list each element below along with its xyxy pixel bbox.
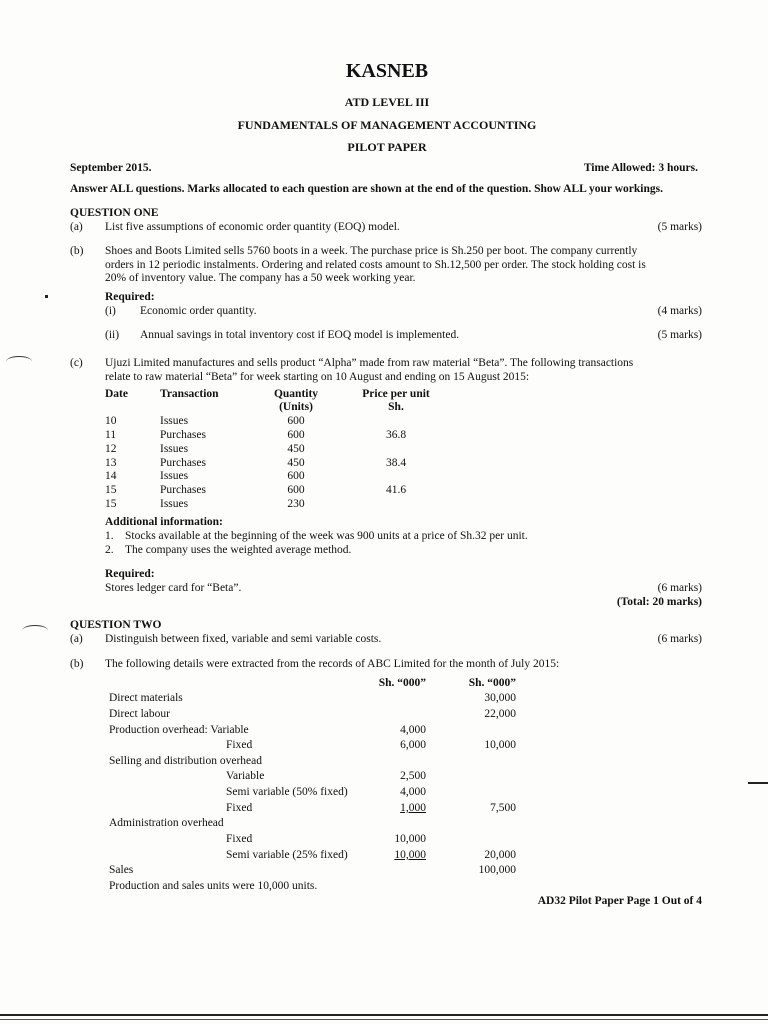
additional-info-heading: Additional information: [105,516,223,528]
q2a-text: Distinguish between fixed, variable and semi variable costs. [105,633,382,645]
q2b-footer-note: Production and sales units were 10,000 units. [109,880,318,892]
row-transaction: Issues [160,415,189,427]
cost-total: 20,000 [484,849,516,861]
info-text: The company uses the weighted average method. [125,544,352,556]
cost-value: 2,500 [400,770,426,782]
row-transaction: Purchases [160,457,206,469]
scan-mark [0,1014,768,1016]
info-number: 1. [105,530,114,542]
cost-value-underlined [360,802,426,814]
row-date: 12 [105,443,117,455]
cost-total: 30,000 [484,692,516,704]
cost-sublabel: Fixed [226,802,253,814]
cost-label: Direct labour [109,708,170,720]
instructions: Answer ALL questions. Marks allocated to each question are shown at the end of the question. Show ALL your workings. [70,183,663,195]
cost-value-underlined [360,849,426,861]
q1a-label: (a) [70,221,83,233]
col-header-quantity-units: (Units) [279,401,313,413]
question-one-heading: QUESTION ONE [70,207,159,219]
document-title: KASNEB [345,60,429,82]
scan-mark [6,356,32,367]
scan-mark [45,295,48,298]
cost-sublabel: Semi variable (50% fixed) [226,786,348,798]
cost-total: 100,000 [478,864,516,876]
row-transaction: Purchases [160,429,206,441]
cost-value: 4,000 [400,724,426,736]
q1c-marks: (6 marks) [657,582,702,594]
row-quantity: 600 [287,470,305,482]
cost-total: 10,000 [484,739,516,751]
q1c-required-text: Stores ledger card for “Beta”. [105,582,242,594]
col-header-sh-000: Sh. “000” [468,677,516,689]
q1a-marks: (5 marks) [657,221,702,233]
q1b-required: Required: [105,291,155,303]
underlined-value: 1,000 [400,802,426,814]
underlined-value: 10,000 [394,849,426,861]
row-date: 15 [105,498,117,510]
cost-value: 10,000 [394,833,426,845]
row-quantity: 600 [287,484,305,496]
row-date: 14 [105,470,117,482]
cost-label: Direct materials [109,692,183,704]
row-quantity: 230 [287,498,305,510]
col-header-date: Date [105,388,128,400]
scan-mark [0,1019,768,1020]
exam-subject: FUNDAMENTALS OF MANAGEMENT ACCOUNTING [237,118,537,132]
col-header-quantity: Quantity [273,388,319,400]
col-header-price: Price per unit [362,388,430,400]
cost-sublabel: Fixed [226,833,253,845]
row-date: 15 [105,484,117,496]
cost-sublabel: Variable [226,770,265,782]
q1b-i-label: (i) [105,305,116,317]
cost-sublabel: Fixed [226,739,253,751]
row-price: 38.4 [385,457,407,469]
col-header-sh-000: Sh. “000” [378,677,426,689]
paper-type: PILOT PAPER [347,140,427,154]
q1c-label: (c) [70,357,83,369]
q2b-text: The following details were extracted from the records of ABC Limited for the month of July 2015: [105,658,560,670]
q1b-i-text: Economic order quantity. [140,305,257,317]
cost-value: 4,000 [400,786,426,798]
q1c-text-line: relate to raw material “Beta” for week starting on 10 August and ending on 15 August 2015: [105,371,530,383]
q1c-text-line: Ujuzi Limited manufactures and sells product “Alpha” made from raw material “Beta”. The following transactions [105,357,634,369]
cost-total: 7,500 [490,802,516,814]
scan-mark [748,782,768,784]
q1b-ii-label: (ii) [105,329,120,341]
q2a-marks: (6 marks) [657,633,702,645]
cost-label: Administration overhead [109,817,224,829]
row-quantity: 450 [287,457,305,469]
info-number: 2. [105,544,114,556]
cost-total: 22,000 [484,708,516,720]
q1a-text: List five assumptions of economic order quantity (EOQ) model. [105,221,400,233]
cost-label: Sales [109,864,134,876]
row-price: 36.8 [385,429,407,441]
question-two-heading: QUESTION TWO [70,619,162,631]
row-date: 10 [105,415,117,427]
q2a-label: (a) [70,633,83,645]
page-footer: AD32 Pilot Paper Page 1 Out of 4 [537,895,702,907]
row-transaction: Issues [160,470,189,482]
q2b-label: (b) [70,658,84,670]
time-allowed: Time Allowed: 3 hours. [583,162,698,174]
row-date: 11 [105,429,117,441]
row-date: 13 [105,457,117,469]
q1b-i-marks: (4 marks) [657,305,702,317]
exam-date: September 2015. [70,162,152,174]
row-transaction: Issues [160,498,189,510]
cost-value: 6,000 [400,739,426,751]
cost-label: Selling and distribution overhead [109,755,262,767]
q1b-ii-text: Annual savings in total inventory cost if EOQ model is implemented. [140,329,460,341]
q1-total-marks: (Total: 20 marks) [616,596,702,608]
q1c-required: Required: [105,568,155,580]
scan-mark [22,625,48,636]
q1b-text-line: 20% of inventory value. The company has a 50 week working year. [105,272,416,284]
info-text: Stocks available at the beginning of the week was 900 units at a price of Sh.32 per unit. [125,530,528,542]
q1b-ii-marks: (5 marks) [657,329,702,341]
exam-level: ATD LEVEL III [344,95,430,109]
row-transaction: Issues [160,443,189,455]
row-transaction: Purchases [160,484,206,496]
col-header-price-currency: Sh. [388,401,404,413]
q1b-text-line: orders in 12 periodic instalments. Ordering and related costs amount to Sh.12,500 per order. The stock holding cost is [105,259,646,271]
row-price: 41.6 [385,484,407,496]
q1b-text-line: Shoes and Boots Limited sells 5760 boots in a week. The purchase price is Sh.250 per boot. The company currently [105,245,638,257]
row-quantity: 600 [287,429,305,441]
cost-sublabel: Semi variable (25% fixed) [226,849,348,861]
cost-label: Production overhead: Variable [109,724,249,736]
row-quantity: 600 [287,415,305,427]
q1b-label: (b) [70,245,84,257]
col-header-transaction: Transaction [160,388,219,400]
row-quantity: 450 [287,443,305,455]
